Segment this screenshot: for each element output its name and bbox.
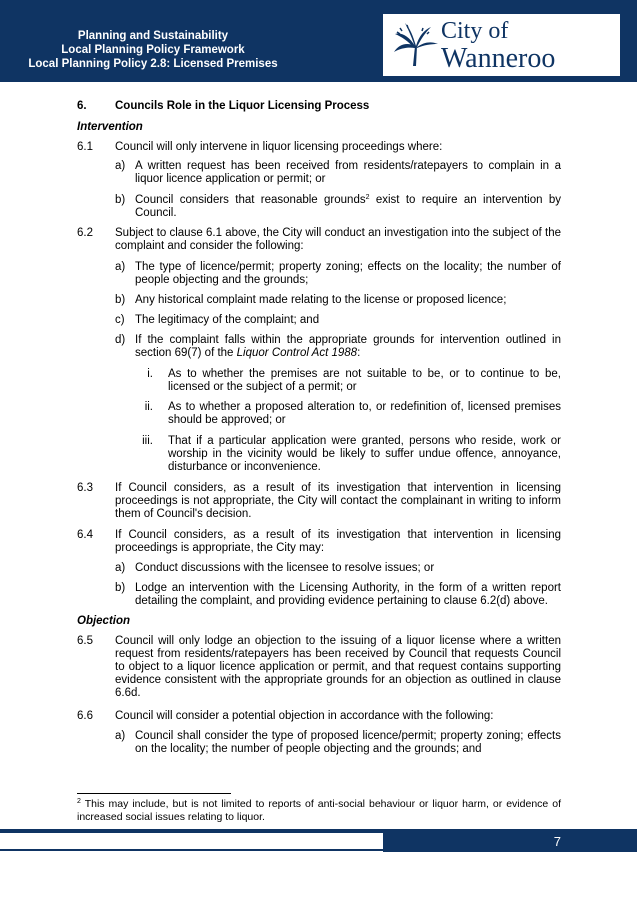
item-label: a) [115,730,126,742]
item-text: Any historical complaint made relating to the license or proposed licence; [135,294,507,306]
item-text-with-act [135,334,561,360]
page-number: 7 [553,834,561,849]
text-span: If the complaint falls within the appropriate grounds for intervention outlined in section 69(7) of the [135,334,561,359]
item-label: a) [115,562,126,574]
subitem-text: As to whether the premises are not suitable to be, or to continue to be, licensed or the subject of a permit; or [168,368,561,393]
header-line-3: Local Planning Policy 2.8: Licensed Premises [28,58,278,70]
subitem-label: ii. [144,401,153,413]
clause-number-6-2: 6.2 [77,227,93,239]
item-text-with-footnote [135,194,561,220]
item-label: b) [115,194,126,206]
clause-number-6-6: 6.6 [77,710,93,722]
section-title: Councils Role in the Liquor Licensing Process [115,100,370,112]
item-label: a) [115,261,126,273]
clause-text-6-1: Council will only intervene in liquor licensing proceedings where: [115,141,443,153]
footer-underline [0,849,383,851]
item-label: c) [115,314,125,326]
section-number: 6. [77,100,87,112]
clause-number-6-3: 6.3 [77,482,93,494]
clause-text-6-3: If Council considers, as a result of its investigation that intervention in licensing proceedings is not appropriate, the City will contact the complainant in writing to inform them of Council's decision. [115,482,561,520]
item-label: d) [115,334,126,346]
footnote-reference: 2 [365,194,370,201]
palm-leaf-icon [393,22,439,66]
subheading-intervention: Intervention [77,121,143,133]
clause-number-6-4: 6.4 [77,529,93,541]
logo-text-city: City of [441,18,509,44]
item-text: Council shall consider the type of proposed licence/permit; property zoning; effects on the locality; the number of people objecting and the grounds; and [135,730,561,755]
clause-text-6-2: Subject to clause 6.1 above, the City will conduct an investigation into the subject of the complaint and consider the following: [115,227,561,252]
footnote-text: This may include, but is not limited to reports of anti-social behaviour or liquor harm, or evidence of increased social issues relating to liquor. [77,798,561,823]
clause-text-6-4: If Council considers, as a result of its investigation that intervention in licensing proceedings is appropriate, the City may: [115,529,561,554]
clause-text-6-6: Council will consider a potential objection in accordance with the following: [115,710,494,722]
city-of-wanneroo-logo [383,14,620,76]
header-line-2: Local Planning Policy Framework [61,44,245,56]
item-label: b) [115,582,126,594]
footnote-marker: 2 [77,798,81,805]
header-line-1: Planning and Sustainability [77,30,229,42]
item-text: A written request has been received from residents/ratepayers to complain in a liquor licence application or permit; or [135,160,561,185]
page-header [0,0,637,82]
logo-text-wanneroo: Wanneroo [441,43,556,74]
subheading-objection: Objection [77,615,131,627]
subitem-text: As to whether a proposed alteration to, or redefinition of, licensed premises should be approved; or [168,401,561,426]
clause-text-6-5: Council will only lodge an objection to the issuing of a liquor license where a written request from residents/ratepayers has been received by Council that requests Council to object to a liquor licence application or permit, and that request contains supporting evidence consistent with the appropriate grounds for an objection as outlined in clause 6.6d. [115,635,561,699]
clause-number-6-5: 6.5 [77,635,93,647]
item-text: The type of licence/permit; property zoning; effects on the locality; the number of people objecting and the grounds; [135,261,561,286]
subitem-label: iii. [142,435,153,447]
item-text: The legitimacy of the complaint; and [135,314,320,326]
header-title-block [0,29,306,71]
footer-page-bar [383,831,637,852]
footnote [77,798,561,824]
item-label: b) [115,294,126,306]
subitem-label: i. [147,368,153,380]
item-text: Lodge an intervention with the Licensing Authority, in the form of a written report detailing the complaint, and providing evidence pertaining to clause 6.2(d) above. [135,582,561,607]
item-label: a) [115,160,126,172]
text-span: Council considers that reasonable grounds [135,194,366,206]
subitem-text: That if a particular application were granted, persons who reside, work or worship in the vicinity would be likely to suffer undue offence, annoyance, disturbance or inconvenience. [168,435,561,473]
text-span: exist to require an intervention by Council. [135,194,561,219]
act-title: Liquor Control Act 1988 [236,347,358,359]
footnote-separator [77,793,231,794]
item-text: Conduct discussions with the licensee to resolve issues; or [135,562,435,574]
clause-number-6-1: 6.1 [77,141,93,153]
text-span: : [357,347,361,359]
